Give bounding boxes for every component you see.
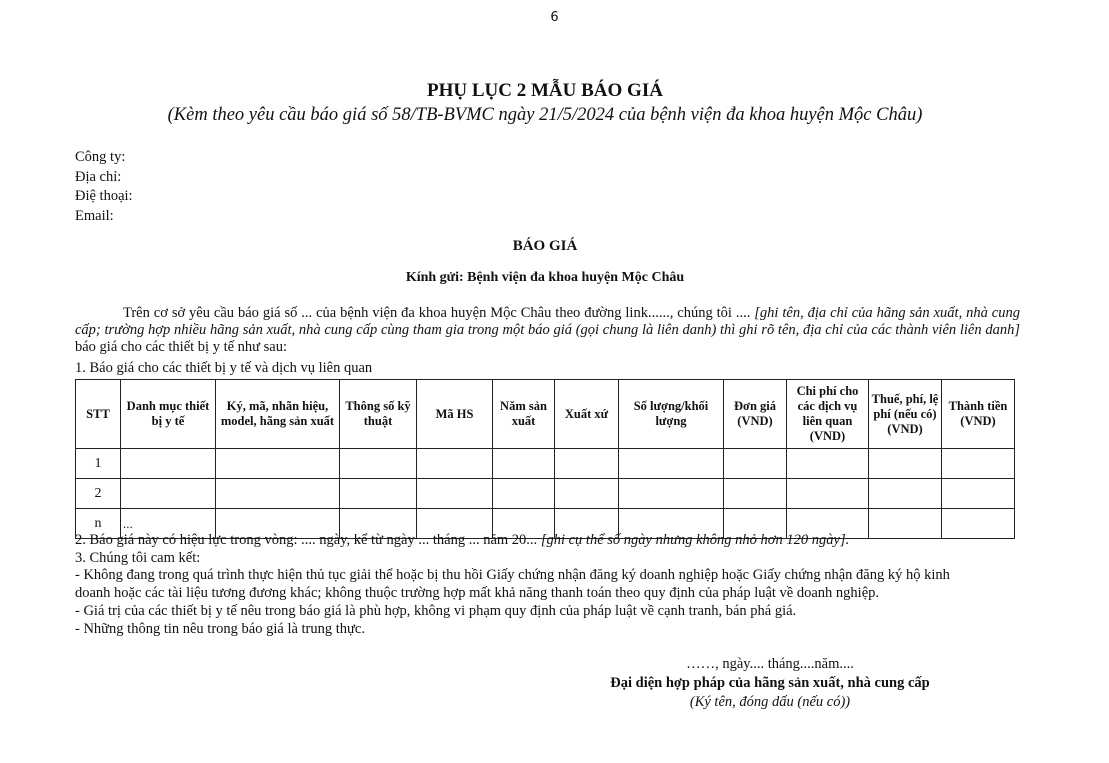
commitment-line: - Những thông tin nêu trong báo giá là trung thực. — [75, 620, 365, 637]
col-header-quantity: Số lượng/khối lượng — [619, 380, 724, 449]
commitment-line: doanh hoặc các tài liệu tương đương khác; không thuộc trường hợp mất khả năng thanh toán theo quy định của pháp luật về doanh nghiệp. — [75, 585, 880, 602]
table-cell — [787, 449, 869, 479]
col-header-origin: Xuất xứ — [555, 380, 619, 449]
table-cell — [417, 449, 493, 479]
table-cell — [619, 479, 724, 509]
table-header-row — [76, 380, 1015, 449]
document-subtitle: (Kèm theo yêu cầu báo giá số 58/TB-BVMC ngày 21/5/2024 của bệnh viện đa khoa huyện Mộc Châu) — [167, 105, 923, 125]
quote-heading: BÁO GIÁ — [512, 238, 578, 254]
table-cell — [493, 449, 555, 479]
table-cell — [619, 449, 724, 479]
table-cell: ... — [121, 509, 216, 539]
table-cell — [340, 449, 417, 479]
table-cell — [942, 449, 1015, 479]
col-header-unit-price: Đơn giá (VND) — [724, 380, 787, 449]
table-cell — [216, 479, 340, 509]
signature-note: (Ký tên, đóng dấu (nếu có)) — [689, 694, 851, 710]
table-cell — [121, 479, 216, 509]
table-row — [76, 479, 1015, 509]
col-header-total: Thành tiền (VND) — [942, 380, 1015, 449]
table-cell — [724, 449, 787, 479]
table-cell — [555, 449, 619, 479]
section-2 — [75, 532, 1035, 550]
row-stt: n — [76, 509, 121, 539]
intro-text-end: báo giá cho các thiết bị y tế như sau: — [75, 339, 287, 355]
validity-text: 2. Báo giá này có hiệu lực trong vòng: .... ngày, kể từ ngày ... tháng ... năm 20... — [75, 532, 541, 548]
table-cell — [216, 449, 340, 479]
col-header-specs: Thông số kỹ thuật — [340, 380, 417, 449]
company-phone-label: Điệ thoại: — [75, 188, 133, 204]
recipient-line: Kính gửi: Bệnh viện đa khoa huyện Mộc Châu — [405, 270, 685, 285]
signature-block — [540, 655, 1000, 712]
table-row — [76, 449, 1015, 479]
table-cell — [869, 479, 942, 509]
col-header-stt: STT — [76, 380, 121, 449]
company-name-label: Công ty: — [75, 149, 126, 165]
document-title: PHỤ LỤC 2 MẪU BÁO GIÁ — [427, 80, 663, 101]
section-3-label: 3. Chúng tôi cam kết: — [75, 549, 201, 566]
section-1-label: 1. Báo giá cho các thiết bị y tế và dịch vụ liên quan — [75, 360, 373, 376]
commitment-line: - Không đang trong quá trình thực hiện thủ tục giải thể hoặc bị thu hồi Giấy chứng nhận đăng ký doanh nghiệp hoặc Giấy chứng nhận đăng ký hộ kinh — [75, 567, 950, 584]
company-address-label: Địa chỉ: — [75, 168, 122, 185]
table-cell — [555, 479, 619, 509]
company-info — [75, 148, 133, 226]
validity-note: [ghi cụ thể số ngày nhưng không nhỏ hơn 120 ngày]. — [540, 532, 850, 548]
intro-italic-note: [ghi tên, địa chỉ của hãng sản xuất, nhà cung cấp; trường hợp nhiều hãng sản xuất, nhà cung cấp cùng tham gia trong một báo giá (gọi chung là liên danh) thì ghi rõ tên, địa chỉ của các thành viên liên danh] — [75, 305, 1020, 338]
col-header-model: Ký, mã, nhãn hiệu, model, hãng sản xuất — [216, 380, 340, 449]
company-email-label: Email: — [75, 207, 114, 224]
table-cell — [121, 449, 216, 479]
table-cell — [417, 479, 493, 509]
commitment-line: - Giá trị của các thiết bị y tế nêu trong báo giá là phù hợp, không vi phạm quy định của pháp luật về cạnh tranh, bán phá giá. — [75, 602, 797, 619]
intro-text: Trên cơ sở yêu cầu báo giá số ... của bệnh viện đa khoa huyện Mộc Châu theo đường link......, chúng tôi .... — [123, 305, 755, 321]
quote-table — [75, 379, 1015, 539]
representative-title: Đại diện hợp pháp của hãng sản xuất, nhà cung cấp — [610, 675, 930, 691]
table-cell — [869, 449, 942, 479]
table-cell — [340, 479, 417, 509]
row-stt: 2 — [76, 479, 121, 509]
col-header-tax: Thuế, phí, lệ phí (nếu có) (VND) — [869, 380, 942, 449]
table-cell — [787, 479, 869, 509]
intro-paragraph — [75, 305, 1020, 356]
page-number: 6 — [550, 10, 559, 25]
table-cell — [942, 479, 1015, 509]
table-cell — [724, 479, 787, 509]
date-line: ……, ngày.... tháng....năm.... — [686, 656, 854, 672]
col-header-year: Năm sản xuất — [493, 380, 555, 449]
table-cell — [493, 479, 555, 509]
col-header-hs-code: Mã HS — [417, 380, 493, 449]
col-header-service-cost: Chi phí cho các dịch vụ liên quan (VND) — [787, 380, 869, 449]
row-stt: 1 — [76, 449, 121, 479]
terms-section — [75, 532, 1035, 638]
col-header-category: Danh mục thiết bị y tế — [121, 380, 216, 449]
